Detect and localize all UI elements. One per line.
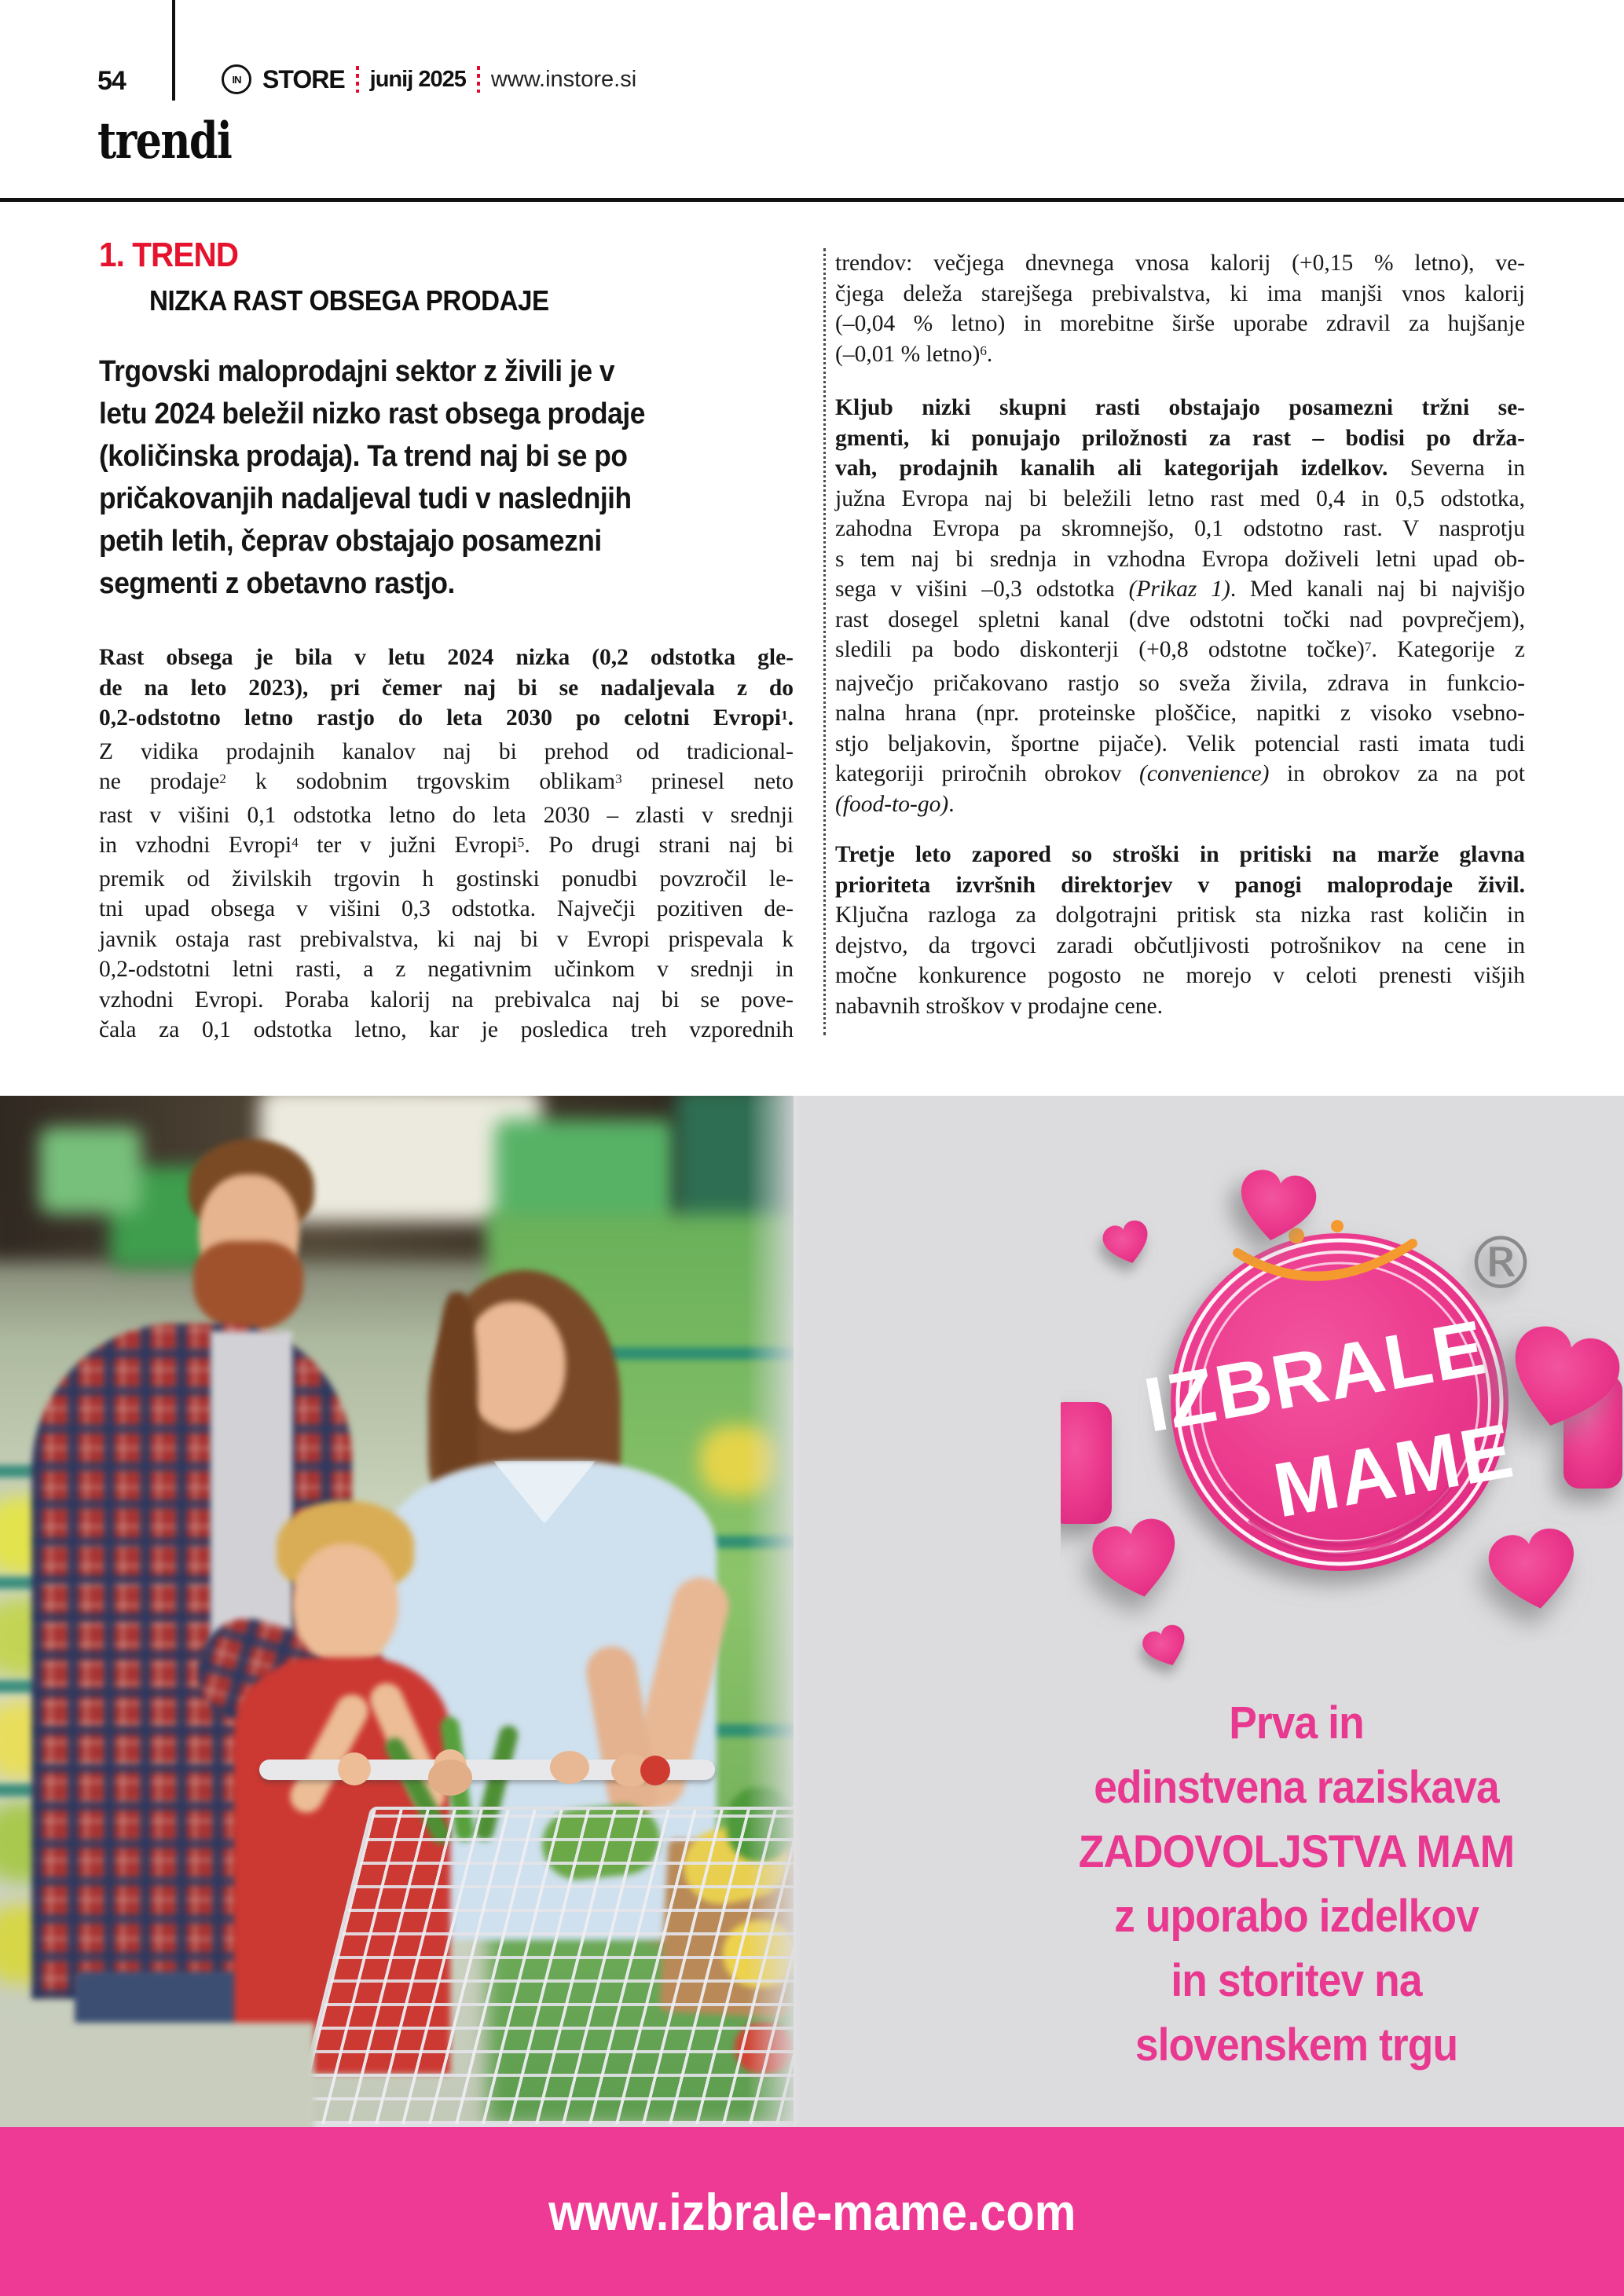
column-divider	[823, 248, 826, 1035]
intro-line: pričakovanjih nadaljeval tudi v naslednjih	[99, 482, 632, 515]
photo-boy-face	[292, 1543, 398, 1665]
text-line: Ključna razloga za dolgotrajni pritisk sta nizka rast količin in	[835, 903, 1525, 928]
ad-headline-line: edinstvena raziskava	[1094, 1762, 1499, 1813]
brand-name: STORE	[262, 64, 345, 93]
intro-line: (količinska prodaja). Ta trend naj bi se po	[99, 440, 628, 473]
text-line: ne prodaje$^2$ k sodobnim trgovskim oblikam$^3$ prinesel neto	[99, 769, 794, 794]
section-rule	[0, 198, 1624, 202]
text-line: (–0,04 % letno) in morebitne širše uporabe zdravil za hujšanje	[835, 311, 1525, 336]
text-line: (–0,01 % letno)$^6$.	[835, 341, 993, 367]
page-number: 54	[97, 66, 126, 96]
ad-website-band	[0, 2127, 1624, 2296]
text-line: javnik ostaja rast prebivalstva, ki naj bi v Evropi prispevala k	[99, 926, 794, 952]
text-line: sledili pa bodo diskonterji (+0,8 odstotne točke)$^7$. Kategorije z	[835, 637, 1525, 662]
photo-man-hand	[428, 1760, 472, 1796]
ad-headline-line: z uporabo izdelkov	[1114, 1891, 1479, 1942]
section-title: trendi	[97, 112, 232, 170]
photo-tomato-in-hand	[640, 1756, 670, 1785]
intro-line: letu 2024 beležil nizko rast obsega prodaje	[99, 397, 645, 430]
instore-logo-icon: IN	[222, 64, 251, 94]
photo-boy-hand	[338, 1752, 371, 1785]
ad-headline-line: Prva in	[1229, 1697, 1364, 1749]
magazine-website-link[interactable]: www.instore.si	[490, 66, 637, 92]
text-line: s tem naj bi srednja in vzhodna Evropa doživeli letni upad ob-	[835, 546, 1525, 572]
text-line: de na leto 2023), pri čemer naj bi se nadaljevala z do	[99, 675, 794, 701]
photo-woman-hand	[550, 1751, 589, 1784]
text-line: sega v višini –0,3 odstotka (Prikaz 1). Med kanali naj bi najvišjo	[835, 577, 1525, 602]
header-divider-line	[172, 0, 175, 101]
text-line: vzhodni Evropi. Poraba kalorij na prebivalca naj bi se pove-	[99, 987, 794, 1013]
photo-sign-green	[39, 1127, 141, 1214]
text-line: premik od živilskih trgovin h gostinski ponudbi povzročil le-	[99, 866, 794, 892]
article-intro	[99, 350, 786, 605]
text-line: Rast obsega je bila v letu 2024 nizka (0,2 odstotka gle-	[99, 645, 794, 670]
text-line: čala za 0,1 odstotka letno, kar je posledica treh vzporednih	[99, 1017, 794, 1042]
article-title: NIZKA RAST OBSEGA PRODAJE	[149, 284, 549, 317]
text-line: tni upad obsega v višini 0,3 odstotka. Največji pozitiven de-	[99, 896, 794, 921]
photo-cart-basket	[291, 1807, 794, 2127]
dotted-separator-icon	[356, 66, 359, 93]
text-line: rast v višini 0,1 odstotka letno do leta 2030 – zlasti v srednji	[99, 802, 794, 828]
logo-word-2: MAME	[1267, 1406, 1521, 1534]
text-line: in vzhodni Evropi$^4$ ter v južni Evropi$^5$. Po drugi strani naj bi	[99, 833, 794, 858]
issue-date: junij 2025	[369, 66, 466, 92]
text-line: rast dosegel spletni kanal (dve odstotni točki nad povprečjem),	[835, 606, 1525, 632]
ad-headline-line: slovenskem trgu	[1135, 2020, 1458, 2071]
text-line: gmenti, ki ponujajo priložnosti za rast – bodisi po drža-	[835, 425, 1525, 451]
text-line: največjo pričakovano rastjo so sveža živila, zdrava in funkcio-	[835, 670, 1525, 696]
text-line: trendov: večjega dnevnega vnosa kalorij (+0,15 % letno), ve-	[835, 251, 1525, 276]
text-line: južna Evropa naj bi beležili letno rast med 0,4 in 0,5 odstotka,	[835, 485, 1525, 511]
text-line: 0,2-odstotni letni rasti, a z negativnim učinkom v srednji in	[99, 957, 794, 982]
article-right-column	[835, 248, 1525, 1021]
text-line: nalna hrana (npr. proteinske ploščice, napitki z visoko vsebno-	[835, 701, 1525, 726]
ad-headline-line: in storitev na	[1171, 1955, 1422, 2006]
article-left-column	[99, 643, 794, 1045]
text-line: močne konkurence pogosto ne morejo v celoti prenesti višjih	[835, 963, 1525, 988]
intro-line: segmenti z obetavno rastjo.	[99, 567, 455, 600]
text-line: čjega deleža starejšega prebivalstva, ki ima manjši vnos kalorij	[835, 280, 1525, 306]
text-line: dejstvo, da trgovci zaradi občutljivosti potrošnikov na cene in	[835, 932, 1525, 958]
text-line: Z vidika prodajnih kanalov naj bi prehod od tradicional-	[99, 738, 794, 764]
izbrale-mame-logo	[1061, 1143, 1624, 1701]
text-line: 0,2-odstotno letno rastjo do leta 2030 po celotni Evropi$^1$.	[99, 705, 794, 731]
text-line: stjo beljakovin, športne pijače). Velik potencial rasti imata tudi	[835, 731, 1525, 756]
ad-headline	[1021, 1691, 1571, 2078]
intro-line: Trgovski maloprodajni sektor z živili je v	[99, 355, 615, 388]
text-line: zahodna Evropa pa skromnejšo, 0,1 odstotno rast. V nasprotju	[835, 516, 1525, 541]
text-line: Kljub nizki skupni rasti obstajajo posamezni tržni se-	[835, 395, 1525, 420]
text-line: prioriteta izvršnih direktorjev v panogi maloprodaje živil.	[835, 872, 1525, 898]
photo-man-beard	[193, 1241, 303, 1331]
text-line: kategoriji priročnih obrokov (convenience) in obrokov za na pot	[835, 761, 1525, 786]
logo-word-1: IZBRALE	[1138, 1303, 1493, 1448]
ad-panel	[746, 1096, 1624, 2127]
text-line: nabavnih stroškov v prodajne cene.	[835, 993, 1163, 1019]
text-line: Tretje leto zapored so stroški in pritiski na marže glavna	[835, 842, 1525, 867]
text-line: vah, prodajnih kanalih ali kategorijah izdelkov. Severna in	[835, 456, 1525, 481]
article-kicker: 1. TREND	[99, 236, 239, 274]
masthead	[222, 64, 636, 94]
ad-photo-family-supermarket	[0, 1096, 794, 2127]
photo-floor	[0, 2023, 314, 2127]
ad-headline-line: ZADOVOLJSTVA MAM	[1078, 1826, 1515, 1877]
intro-line: petih letih, čeprav obstajajo posamezni	[99, 525, 602, 558]
registered-trademark-icon: ®	[1465, 1221, 1537, 1305]
text-line: (food-to-go).	[835, 791, 955, 817]
dotted-separator-icon	[477, 66, 480, 93]
ad-website-link[interactable]: www.izbrale-mame.com	[548, 2182, 1076, 2241]
